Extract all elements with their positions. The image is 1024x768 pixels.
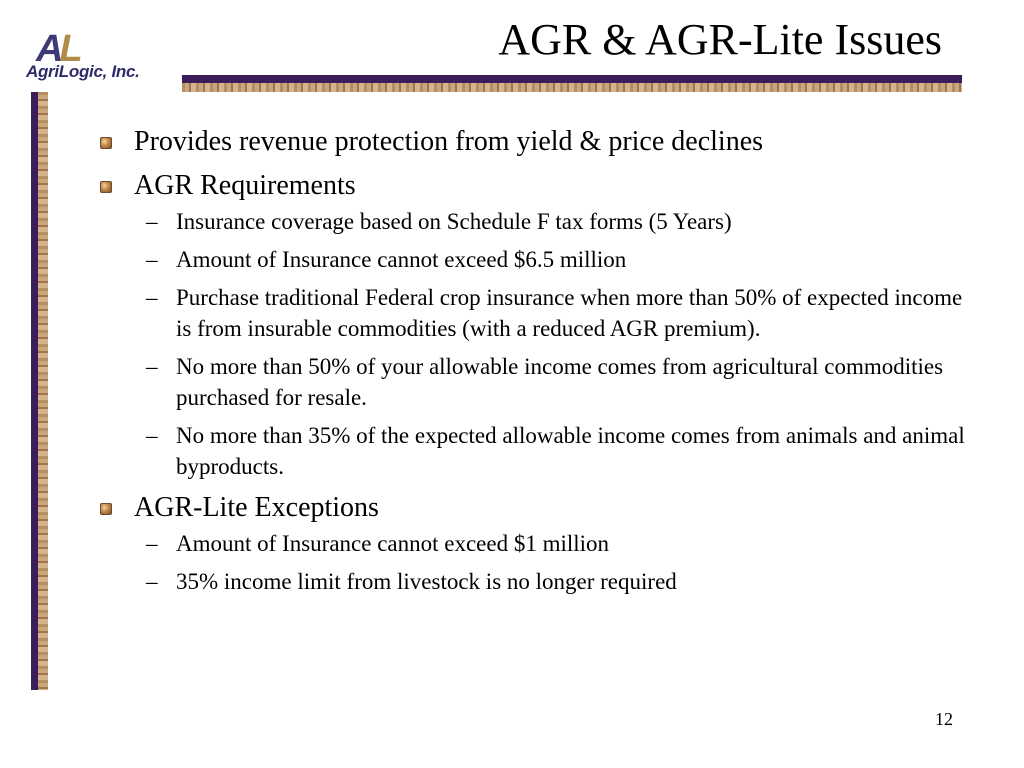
bullet-text: AGR-Lite Exceptions xyxy=(134,492,379,523)
slide-title: AGR & AGR-Lite Issues xyxy=(498,15,942,64)
dash-marker: – xyxy=(146,423,158,448)
bullet-item-agr-requirements xyxy=(96,168,976,482)
sub-item-text: Amount of Insurance cannot exceed $6.5 million xyxy=(176,247,627,272)
page-number: 12 xyxy=(935,709,953,729)
sub-list xyxy=(134,528,976,597)
sub-item-text: Amount of Insurance cannot exceed $1 million xyxy=(176,531,610,556)
bullet-text: AGR Requirements xyxy=(134,170,356,201)
sub-item xyxy=(130,244,976,275)
dash-marker: – xyxy=(146,247,158,272)
bullet-item-revenue-protection xyxy=(96,124,976,160)
square-bullet-icon xyxy=(100,181,112,193)
logo-mark-l: L xyxy=(59,28,79,70)
square-bullet-icon xyxy=(100,137,112,149)
sub-item xyxy=(130,528,976,559)
sub-item-text: 35% income limit from livestock is no longer required xyxy=(176,569,677,594)
header-rule xyxy=(182,75,962,92)
sub-item-text: Purchase traditional Federal crop insurance when more than 50% of expected income is from insurable commodities (with a reduced AGR premium). xyxy=(176,285,963,341)
sub-item xyxy=(130,206,976,237)
sub-item xyxy=(130,566,976,597)
sub-item-text: No more than 50% of your allowable income comes from agricultural commodities purchased for resale. xyxy=(176,354,944,410)
sub-list xyxy=(134,206,976,482)
square-bullet-icon xyxy=(100,503,112,515)
logo-text: AgriLogic, Inc. xyxy=(26,62,140,81)
bullet-text: Provides revenue protection from yield & price declines xyxy=(134,126,764,157)
sub-item xyxy=(130,351,976,413)
dash-marker: – xyxy=(146,209,158,234)
logo-mark-a: A xyxy=(36,28,60,70)
dash-marker: – xyxy=(146,354,158,379)
sub-item-text: No more than 35% of the expected allowable income comes from animals and animal byproducts. xyxy=(176,423,965,479)
dash-marker: – xyxy=(146,569,158,594)
company-logo xyxy=(24,30,180,90)
sub-item-text: Insurance coverage based on Schedule F tax forms (5 Years) xyxy=(176,209,732,234)
sub-item xyxy=(130,282,976,344)
dash-marker: – xyxy=(146,531,158,556)
side-rule xyxy=(31,92,48,690)
dash-marker: – xyxy=(146,285,158,310)
sub-item xyxy=(130,420,976,482)
bullet-item-agr-lite-exceptions xyxy=(96,490,976,597)
slide-content xyxy=(96,124,976,605)
